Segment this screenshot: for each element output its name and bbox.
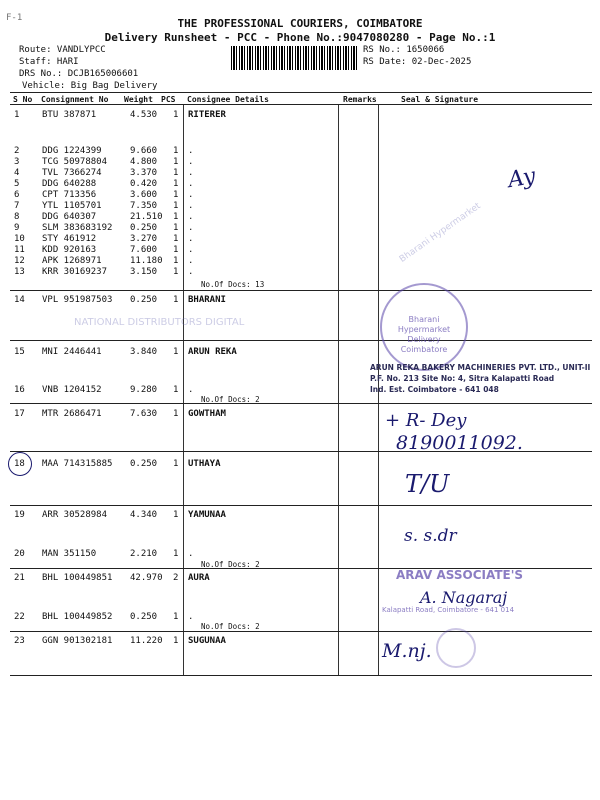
row-pcs: 1: [173, 459, 179, 469]
stamp-line: Ind. Est. Coimbatore - 641 048: [370, 385, 499, 394]
row-pcs: 1: [173, 190, 179, 200]
row-sno: 23: [14, 636, 25, 646]
consignee-dot: .: [188, 267, 194, 277]
row-consignment: ARR 30528984: [42, 510, 108, 520]
row-sno: 2: [14, 146, 20, 156]
row-sno: 20: [14, 549, 25, 559]
divider-remarks: [338, 105, 339, 675]
signature-yamunaa: s. s.dr: [404, 526, 457, 546]
consignee-dot: .: [188, 385, 194, 395]
corner-mark: F-1: [6, 13, 23, 23]
row-weight: 4.340: [130, 510, 158, 520]
row-pcs: 1: [173, 409, 179, 419]
row-sno: 14: [14, 295, 25, 305]
consignee-name: BHARANI: [188, 295, 226, 305]
rs-number: RS No.: 1650066: [363, 45, 445, 55]
col-seal: Seal & Signature: [401, 95, 479, 104]
faint-stamp: Bharani Hypermarket: [397, 201, 483, 265]
row-sno: 10: [14, 234, 25, 244]
divider-consignee: [183, 105, 184, 675]
row-pcs: 1: [173, 510, 179, 520]
header-bottom-rule: [10, 104, 592, 105]
drs-number: DRS No.: DCJB165006601: [19, 69, 139, 79]
row-pcs: 1: [173, 267, 179, 277]
group-separator: [10, 631, 592, 632]
row-weight: 7.600: [130, 245, 158, 255]
row-sno: 17: [14, 409, 25, 419]
row-pcs: 2: [173, 573, 179, 583]
row-consignment: KDD 920163: [42, 245, 97, 255]
row-pcs: 1: [173, 212, 179, 222]
row-consignment: DDG 640288: [42, 179, 97, 189]
company-title: THE PROFESSIONAL COURIERS, COIMBATORE: [177, 17, 423, 30]
row-consignment: MTR 2686471: [42, 409, 102, 419]
row-sno: 9: [14, 223, 20, 233]
consignee-name: RITERER: [188, 110, 226, 120]
group-separator: [10, 340, 592, 341]
consignee-dot: .: [188, 168, 194, 178]
row-weight: 11.220: [130, 636, 163, 646]
row-consignment: VNB 1204152: [42, 385, 102, 395]
row-pcs: 1: [173, 256, 179, 266]
row-consignment: CPT 713356: [42, 190, 97, 200]
row-weight: 3.270: [130, 234, 158, 244]
row-sno: 4: [14, 168, 20, 178]
row-pcs: 1: [173, 234, 179, 244]
row-pcs: 1: [173, 347, 179, 357]
row-weight: 0.420: [130, 179, 158, 189]
runsheet-subtitle: Delivery Runsheet - PCC - Phone No.:9047080280 - Page No.:1: [104, 31, 496, 44]
row-sno: 15: [14, 347, 25, 357]
round-stamp-text: Bharani Hypermarket Delivery Coimbatore: [397, 315, 451, 354]
row-consignment: YTL 1105701: [42, 201, 102, 211]
row-pcs: 1: [173, 549, 179, 559]
row-sno: 13: [14, 267, 25, 277]
docs-count: No.Of Docs: 13: [201, 280, 265, 289]
row-consignment: BHL 100449852: [42, 612, 113, 622]
consignee-name: UTHAYA: [188, 459, 221, 469]
row-weight: 11.180: [130, 256, 163, 266]
route-label: Route: VANDLYPCC: [19, 45, 106, 55]
row-sno: 1: [14, 110, 20, 120]
consignee-dot: .: [188, 245, 194, 255]
row-pcs: 1: [173, 385, 179, 395]
row-pcs: 1: [173, 245, 179, 255]
stamp-line: ARAV ASSOCIATE'S: [396, 568, 524, 582]
consignee-dot: .: [188, 190, 194, 200]
stamp-line: Kalapatti Road, Coimbatore - 641 014: [382, 606, 515, 614]
consignee-name: ARUN REKA: [188, 347, 237, 357]
row-weight: 7.350: [130, 201, 158, 211]
row-weight: 4.530: [130, 110, 158, 120]
stamp-line: ARUN REKA BAKERY MACHINERIES PVT. LTD., UNIT-II: [370, 363, 591, 372]
staff-label: Staff: HARI: [19, 57, 79, 67]
consignee-dot: .: [188, 179, 194, 189]
consignee-dot: .: [188, 201, 194, 211]
row-consignment: DDG 1224399: [42, 146, 102, 156]
consignee-dot: .: [188, 612, 194, 622]
row-pcs: 1: [173, 168, 179, 178]
header-top-rule: [10, 92, 592, 93]
consignee-dot: .: [188, 146, 194, 156]
row-consignment: TCG 50978804: [42, 157, 108, 167]
consignee-dot: .: [188, 234, 194, 244]
stamp-arun-reka: [370, 362, 590, 395]
docs-count: No.Of Docs: 2: [201, 395, 260, 404]
row-weight: 4.800: [130, 157, 158, 167]
row-sno: 18: [14, 459, 25, 469]
handwriting-uthaya: T/U: [405, 470, 450, 498]
row-weight: 42.970: [130, 573, 163, 583]
row-consignment: STY 461912: [42, 234, 97, 244]
group-separator: [10, 290, 592, 291]
row-pcs: 1: [173, 146, 179, 156]
row-consignment: KRR 30169237: [42, 267, 108, 277]
row-consignment: DDG 640307: [42, 212, 97, 222]
col-pcs: PCS: [161, 95, 176, 104]
row-sno: 22: [14, 612, 25, 622]
docs-count: No.Of Docs: 2: [201, 622, 260, 631]
round-stamp-bharani: [380, 283, 468, 371]
stamp-line: P.F. No. 213 Site No: 4, Sitra Kalapatti Road: [370, 374, 555, 383]
row-weight: 2.210: [130, 549, 158, 559]
consignee-dot: .: [188, 549, 194, 559]
row-weight: 9.660: [130, 146, 158, 156]
group-separator: [10, 505, 592, 506]
vehicle-label: Vehicle: Big Bag Delivery: [22, 81, 158, 91]
group-separator: [10, 403, 592, 404]
row-sno: 12: [14, 256, 25, 266]
signature-aura: A. Nagaraj: [420, 588, 508, 607]
consignee-dot: .: [188, 212, 194, 222]
row-weight: 0.250: [130, 612, 158, 622]
row-pcs: 1: [173, 223, 179, 233]
consignee-dot: .: [188, 256, 194, 266]
row-sno: 21: [14, 573, 25, 583]
faint-round-stamp: [436, 628, 476, 668]
row-sno: 5: [14, 179, 20, 189]
consignee-dot: .: [188, 223, 194, 233]
col-consignment: Consignment No: [41, 95, 109, 104]
row-weight: 0.250: [130, 459, 158, 469]
row-pcs: 1: [173, 157, 179, 167]
row-sno: 16: [14, 385, 25, 395]
col-sno: S No: [13, 95, 33, 104]
consignee-name: AURA: [188, 573, 210, 583]
row-consignment: APK 1268971: [42, 256, 102, 266]
barcode: [231, 46, 359, 70]
row-consignment: MAN 351150: [42, 549, 97, 559]
row-weight: 3.150: [130, 267, 158, 277]
row-consignment: GGN 901302181: [42, 636, 113, 646]
row-weight: 0.250: [130, 223, 158, 233]
row-consignment: VPL 951987503: [42, 295, 113, 305]
row-consignment: MNI 2446441: [42, 347, 102, 357]
row-pcs: 1: [173, 636, 179, 646]
handwriting-gowtham-name: + R- Dey: [385, 410, 467, 431]
row-sno: 7: [14, 201, 20, 211]
consignee-name: GOWTHAM: [188, 409, 226, 419]
row-sno: 6: [14, 190, 20, 200]
docs-count: No.Of Docs: 2: [201, 560, 260, 569]
table-bottom-rule: [10, 675, 592, 676]
col-consignee: Consignee Details: [187, 95, 269, 104]
row-weight: 21.510: [130, 212, 163, 222]
row-pcs: 1: [173, 110, 179, 120]
row-pcs: 1: [173, 295, 179, 305]
row-pcs: 1: [173, 201, 179, 211]
signature-sugunaa: M.nj.: [382, 640, 432, 662]
rs-date: RS Date: 02-Dec-2025: [363, 57, 472, 67]
consignee-name: YAMUNAA: [188, 510, 226, 520]
col-remarks: Remarks: [343, 95, 377, 104]
row-consignment: MAA 714315885: [42, 459, 113, 469]
consignee-dot: .: [188, 157, 194, 167]
row-consignment: BHL 100449851: [42, 573, 113, 583]
row-pcs: 1: [173, 612, 179, 622]
row-weight: 3.600: [130, 190, 158, 200]
handwriting-gowtham-phone: 8190011092.: [396, 432, 523, 454]
row-weight: 9.280: [130, 385, 158, 395]
row-sno: 3: [14, 157, 20, 167]
consignee-name: SUGUNAA: [188, 636, 226, 646]
row-sno: 8: [14, 212, 20, 222]
row-pcs: 1: [173, 179, 179, 189]
row-weight: 3.840: [130, 347, 158, 357]
row-weight: 0.250: [130, 295, 158, 305]
row-consignment: BTU 387871: [42, 110, 97, 120]
row-weight: 7.630: [130, 409, 158, 419]
signature-riterer: Ay: [506, 163, 538, 194]
row-consignment: TVL 7366274: [42, 168, 102, 178]
faint-impression: NATIONAL DISTRIBUTORS DIGITAL: [74, 317, 245, 328]
row-consignment: SLM 383683192: [42, 223, 113, 233]
col-weight: Weight: [124, 95, 153, 104]
row-weight: 3.370: [130, 168, 158, 178]
row-sno: 11: [14, 245, 25, 255]
row-sno: 19: [14, 510, 25, 520]
